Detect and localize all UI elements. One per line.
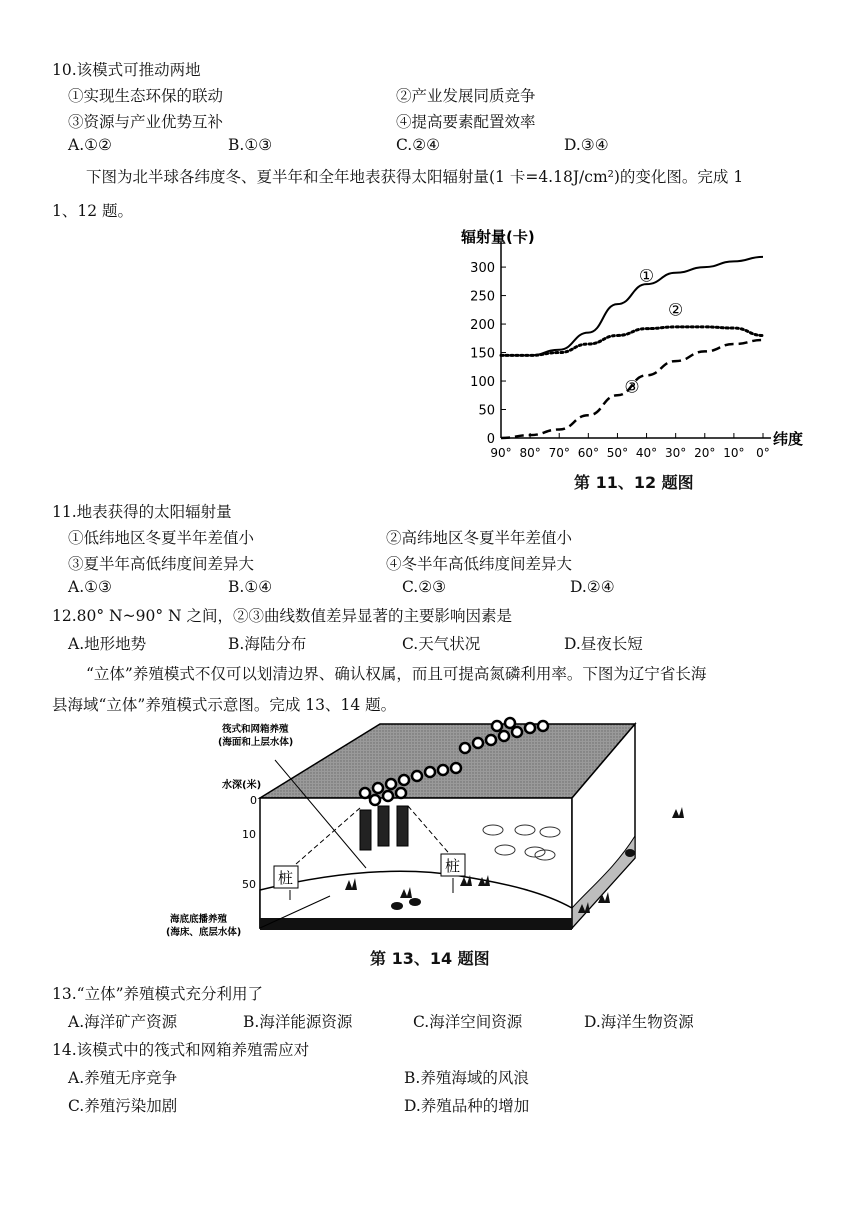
x-tick-label: 30°	[665, 446, 687, 460]
y-tick-label: 300	[470, 261, 495, 277]
q11-choice-b: B.①④	[228, 578, 273, 596]
q11-item-2: ②高纬地区冬夏半年差值小	[386, 529, 573, 547]
seabed-base	[260, 918, 572, 930]
x-tick-label: 70°	[548, 446, 570, 460]
question-13-stem: 13.“立体”养殖模式充分利用了	[52, 985, 263, 1003]
q14-choice-b: B.养殖海域的风浪	[404, 1069, 529, 1087]
y-tick-label: 200	[470, 318, 495, 334]
series-marker-2: ②	[668, 300, 684, 321]
chart-plot-layer	[470, 242, 771, 460]
y-tick-label: 50	[478, 403, 495, 419]
sea-surface	[260, 724, 635, 798]
x-tick-label: 60°	[577, 446, 599, 460]
top-label-2: (海面和上层水体)	[218, 737, 294, 748]
intro-1-line-2: 1、12 题。	[52, 202, 134, 220]
intro-2-line-2: 县海域“立体”养殖模式示意图。完成 13、14 题。	[52, 696, 397, 714]
chart-ylabel: 辐射量(卡)	[461, 228, 535, 246]
series-line-1	[501, 257, 763, 356]
pile-right-label: 桩	[445, 857, 461, 875]
top-label-1: 筏式和网箱养殖	[222, 724, 289, 735]
q11-item-3: ③夏半年高低纬度间差异大	[68, 555, 255, 573]
series-marker-3: ③	[624, 377, 640, 398]
q14-choice-a: A.养殖无序竞争	[68, 1069, 178, 1087]
q11-choice-a: A.①③	[68, 578, 112, 596]
chart-xlabel: 纬度	[773, 430, 804, 448]
q12-choice-a: A.地形地势	[68, 635, 147, 653]
q10-item-3: ③资源与产业优势互补	[68, 113, 224, 131]
q13-choice-a: A.海洋矿产资源	[68, 1013, 178, 1031]
x-tick-label: 10°	[723, 446, 745, 460]
q10-choice-b: B.①③	[228, 136, 273, 154]
q13-choice-d: D.海洋生物资源	[584, 1013, 694, 1031]
y-tick-label: 150	[470, 346, 495, 362]
x-tick-label: 20°	[694, 446, 716, 460]
net-cage	[378, 806, 389, 846]
figure-2-caption: 第 13、14 题图	[370, 949, 490, 968]
q13-choice-b: B.海洋能源资源	[243, 1013, 353, 1031]
q10-choice-a: A.①②	[68, 136, 112, 154]
intro-2-line-1: “立体”养殖模式不仅可以划清边界、确认权属，而且可提高氮磷利用率。下图为辽宁省长海	[86, 665, 707, 683]
bottom-label-1: 海底底播养殖	[170, 914, 228, 925]
bottom-label-2: (海床、底层水体)	[166, 927, 242, 938]
q14-choice-c: C.养殖污染加剧	[68, 1097, 178, 1115]
x-tick-label: 90°	[490, 446, 512, 460]
q12-choice-c: C.天气状况	[402, 635, 481, 653]
question-10-stem: 10.该模式可推动两地	[52, 61, 201, 79]
y-tick-label: 100	[470, 375, 495, 391]
net-cage	[360, 810, 371, 850]
q11-item-4: ④冬半年高低纬度间差异大	[386, 555, 573, 573]
q11-item-1: ①低纬地区冬夏半年差值小	[68, 529, 255, 547]
q10-item-1: ①实现生态环保的联动	[68, 87, 224, 105]
y-tick-label: 0	[486, 432, 495, 447]
aquaculture-diagram	[160, 718, 640, 943]
series-line-2	[501, 327, 763, 355]
q11-choice-d: D.②④	[570, 578, 615, 596]
depth-50: 50	[242, 878, 256, 891]
q12-choice-b: B.海陆分布	[228, 635, 307, 653]
x-tick-label: 80°	[519, 446, 541, 460]
x-tick-label: 40°	[635, 446, 658, 460]
q10-choice-c: C.②④	[396, 136, 441, 154]
q12-choice-d: D.昼夜长短	[564, 635, 643, 653]
y-tick-label: 250	[470, 289, 495, 305]
figure-1-caption: 第 11、12 题图	[574, 473, 694, 492]
question-12-stem: 12.80° N~90° N 之间，②③曲线数值差异显著的主要影响因素是	[52, 607, 512, 625]
q10-item-4: ④提高要素配置效率	[396, 113, 536, 131]
depth-10: 10	[242, 828, 256, 841]
series-marker-1: ①	[638, 266, 655, 287]
net-cage	[397, 806, 408, 846]
q10-item-2: ②产业发展同质竞争	[396, 87, 536, 105]
question-11-stem: 11.地表获得的太阳辐射量	[52, 503, 232, 521]
question-14-stem: 14.该模式中的筏式和网箱养殖需应对	[52, 1041, 310, 1059]
depth-title: 水深(米)	[222, 780, 262, 791]
q10-choice-d: D.③④	[564, 136, 609, 154]
x-tick-label: 0°	[756, 446, 770, 460]
q13-choice-c: C.海洋空间资源	[413, 1013, 523, 1031]
x-tick-label: 50°	[606, 446, 629, 460]
q14-choice-d: D.养殖品种的增加	[404, 1097, 530, 1115]
radiation-chart	[455, 222, 804, 467]
pile-left-label: 桩	[278, 869, 294, 887]
depth-0: 0	[250, 794, 257, 807]
q11-choice-c: C.②③	[402, 578, 447, 596]
intro-1-line-1: 下图为北半球各纬度冬、夏半年和全年地表获得太阳辐射量(1 卡=4.18J/cm²)的变化图。完成 1	[86, 168, 744, 186]
